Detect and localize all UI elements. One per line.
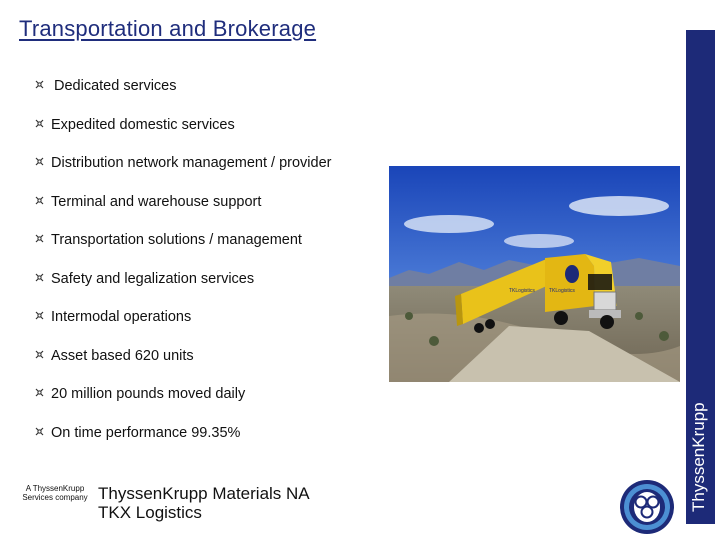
parent-company-line2: Services company: [22, 493, 88, 502]
company-line2: TKX Logistics: [98, 503, 202, 522]
bullet-text: Intermodal operations: [51, 309, 192, 325]
cab-door-text: TKLogistics: [549, 288, 575, 294]
company-name: [98, 484, 310, 522]
bullet-icon: [34, 426, 45, 437]
bullet-icon: [34, 118, 45, 129]
bullet-text: Asset based 620 units: [51, 347, 194, 364]
bullet-text: On time performance 99.35%: [51, 424, 241, 441]
bullet-icon: [34, 387, 45, 398]
bullet-icon: [34, 349, 45, 360]
sidebar-brand-text: ThyssenKrupp: [688, 402, 708, 512]
bullet-text: Safety and legalization services: [51, 270, 255, 287]
bullet-text: 20 million pounds moved daily: [51, 386, 246, 402]
company-line1: ThyssenKrupp Materials NA: [98, 484, 310, 503]
bullet-icon: [34, 310, 45, 321]
bullet-icon: [34, 79, 45, 90]
bullet-icon: [34, 272, 45, 283]
bullet-icon: [34, 195, 45, 206]
bullet-text: Distribution network management / provider: [51, 155, 332, 171]
brand-sidebar: [686, 30, 715, 524]
parent-company-note: [14, 484, 96, 502]
slide-title: Transportation and Brokerage: [19, 16, 317, 41]
bullet-text: Transportation solutions / management: [51, 232, 302, 248]
bullet-text: Dedicated services: [54, 78, 177, 94]
bullet-text: Terminal and warehouse support: [51, 193, 262, 210]
bullet-text: Expedited domestic services: [51, 116, 235, 133]
thyssenkrupp-logo-icon: [618, 478, 676, 536]
bullet-icon: [34, 156, 45, 167]
truck-photo: [389, 166, 680, 382]
parent-company-line1: A ThyssenKrupp: [25, 484, 85, 493]
trailer-logo-text: TKLogistics: [509, 288, 535, 294]
bullet-icon: [34, 233, 45, 244]
